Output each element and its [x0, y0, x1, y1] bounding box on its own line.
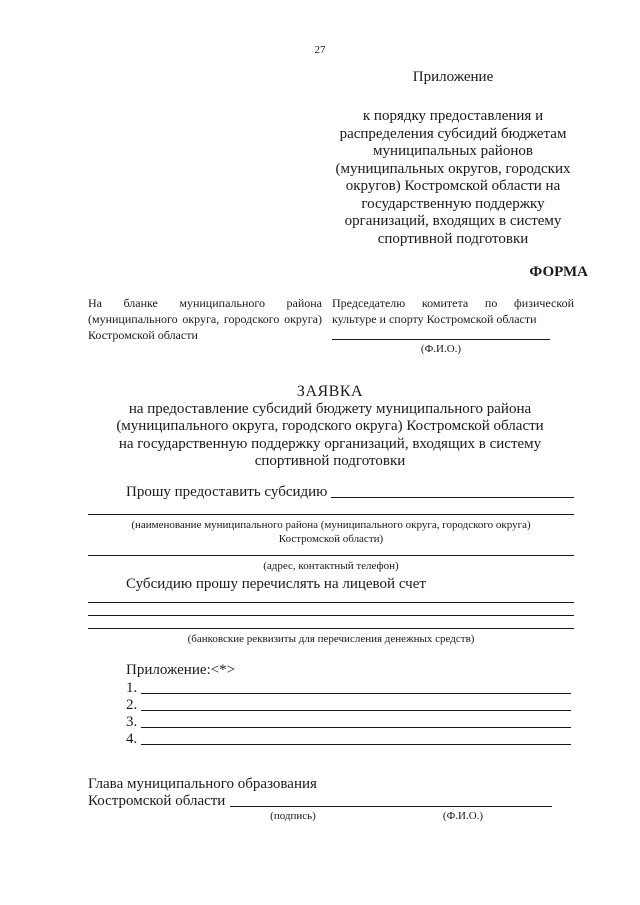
address-line[interactable]: [88, 555, 574, 556]
title-line: на предоставление субсидий бюджету муниципального района: [128, 400, 532, 417]
bank-line-1[interactable]: [88, 602, 574, 603]
head-region: Костромской области: [88, 793, 226, 809]
attachments-label: Приложение:<*>: [126, 662, 236, 678]
title-line: (муниципального округа, городского округа) Костромской области: [116, 418, 544, 434]
appendix-line: государственную поддержку: [361, 195, 545, 212]
appendix-line: муниципальных районов: [373, 143, 533, 159]
letterhead-note: На бланке муниципального района (муниципального округа, городского округа) Костромской области: [88, 296, 322, 342]
page-number: 27: [314, 44, 326, 56]
appendix-line: к порядку предоставления и: [362, 108, 544, 124]
attachment-line[interactable]: [141, 693, 571, 694]
attachment-number: 3.: [126, 714, 138, 730]
attachment-line[interactable]: [141, 744, 571, 745]
addressee-fio-caption: (Ф.И.О.): [420, 343, 462, 355]
address-caption: (адрес, контактный телефон): [263, 560, 399, 572]
appendix-line: спортивной подготовки: [377, 230, 529, 247]
application-title: [60, 383, 600, 471]
appendix-text: [312, 108, 594, 248]
attachment-number: 2.: [126, 697, 138, 713]
title-main: ЗАЯВКА: [296, 383, 364, 400]
bank-line-2[interactable]: [88, 615, 574, 616]
title-line: спортивной подготовки: [254, 453, 406, 469]
subsidy-line[interactable]: [331, 497, 574, 498]
title-line: на государственную поддержку организаций, входящих в систему: [118, 435, 542, 452]
bank-caption: (банковские реквизиты для перечисления денежных средств): [187, 633, 475, 645]
addressee-name-line[interactable]: [332, 339, 550, 340]
signature-caption: (подпись): [270, 810, 316, 822]
transfer-text: Субсидию прошу перечислять на лицевой счет: [126, 576, 426, 592]
attachment-line[interactable]: [141, 727, 571, 728]
municipality-caption: (наименование муниципального района (муниципального округа, городского округа) Костромской области): [131, 519, 531, 545]
appendix-title: Приложение: [412, 69, 494, 85]
head-title: Глава муниципального образования: [88, 776, 317, 792]
appendix-line: округов) Костромской области на: [345, 178, 561, 194]
head-fio-caption: (Ф.И.О.): [442, 810, 484, 822]
signature-line[interactable]: [230, 806, 552, 807]
appendix-line: (муниципальных округов, городских: [335, 160, 571, 177]
municipality-line[interactable]: [88, 514, 574, 515]
appendix-line: организаций, входящих в систему: [344, 213, 562, 229]
form-label: ФОРМА: [529, 264, 588, 280]
attachment-number: 4.: [126, 731, 138, 747]
addressee: Председателю комитета по физической культуре и спорту Костромской области: [332, 296, 574, 326]
attachment-number: 1.: [126, 680, 138, 696]
attachment-line[interactable]: [141, 710, 571, 711]
bank-line-3[interactable]: [88, 628, 574, 629]
request-text: Прошу предоставить субсидию: [126, 484, 328, 500]
appendix-line: распределения субсидий бюджетам: [339, 125, 567, 142]
